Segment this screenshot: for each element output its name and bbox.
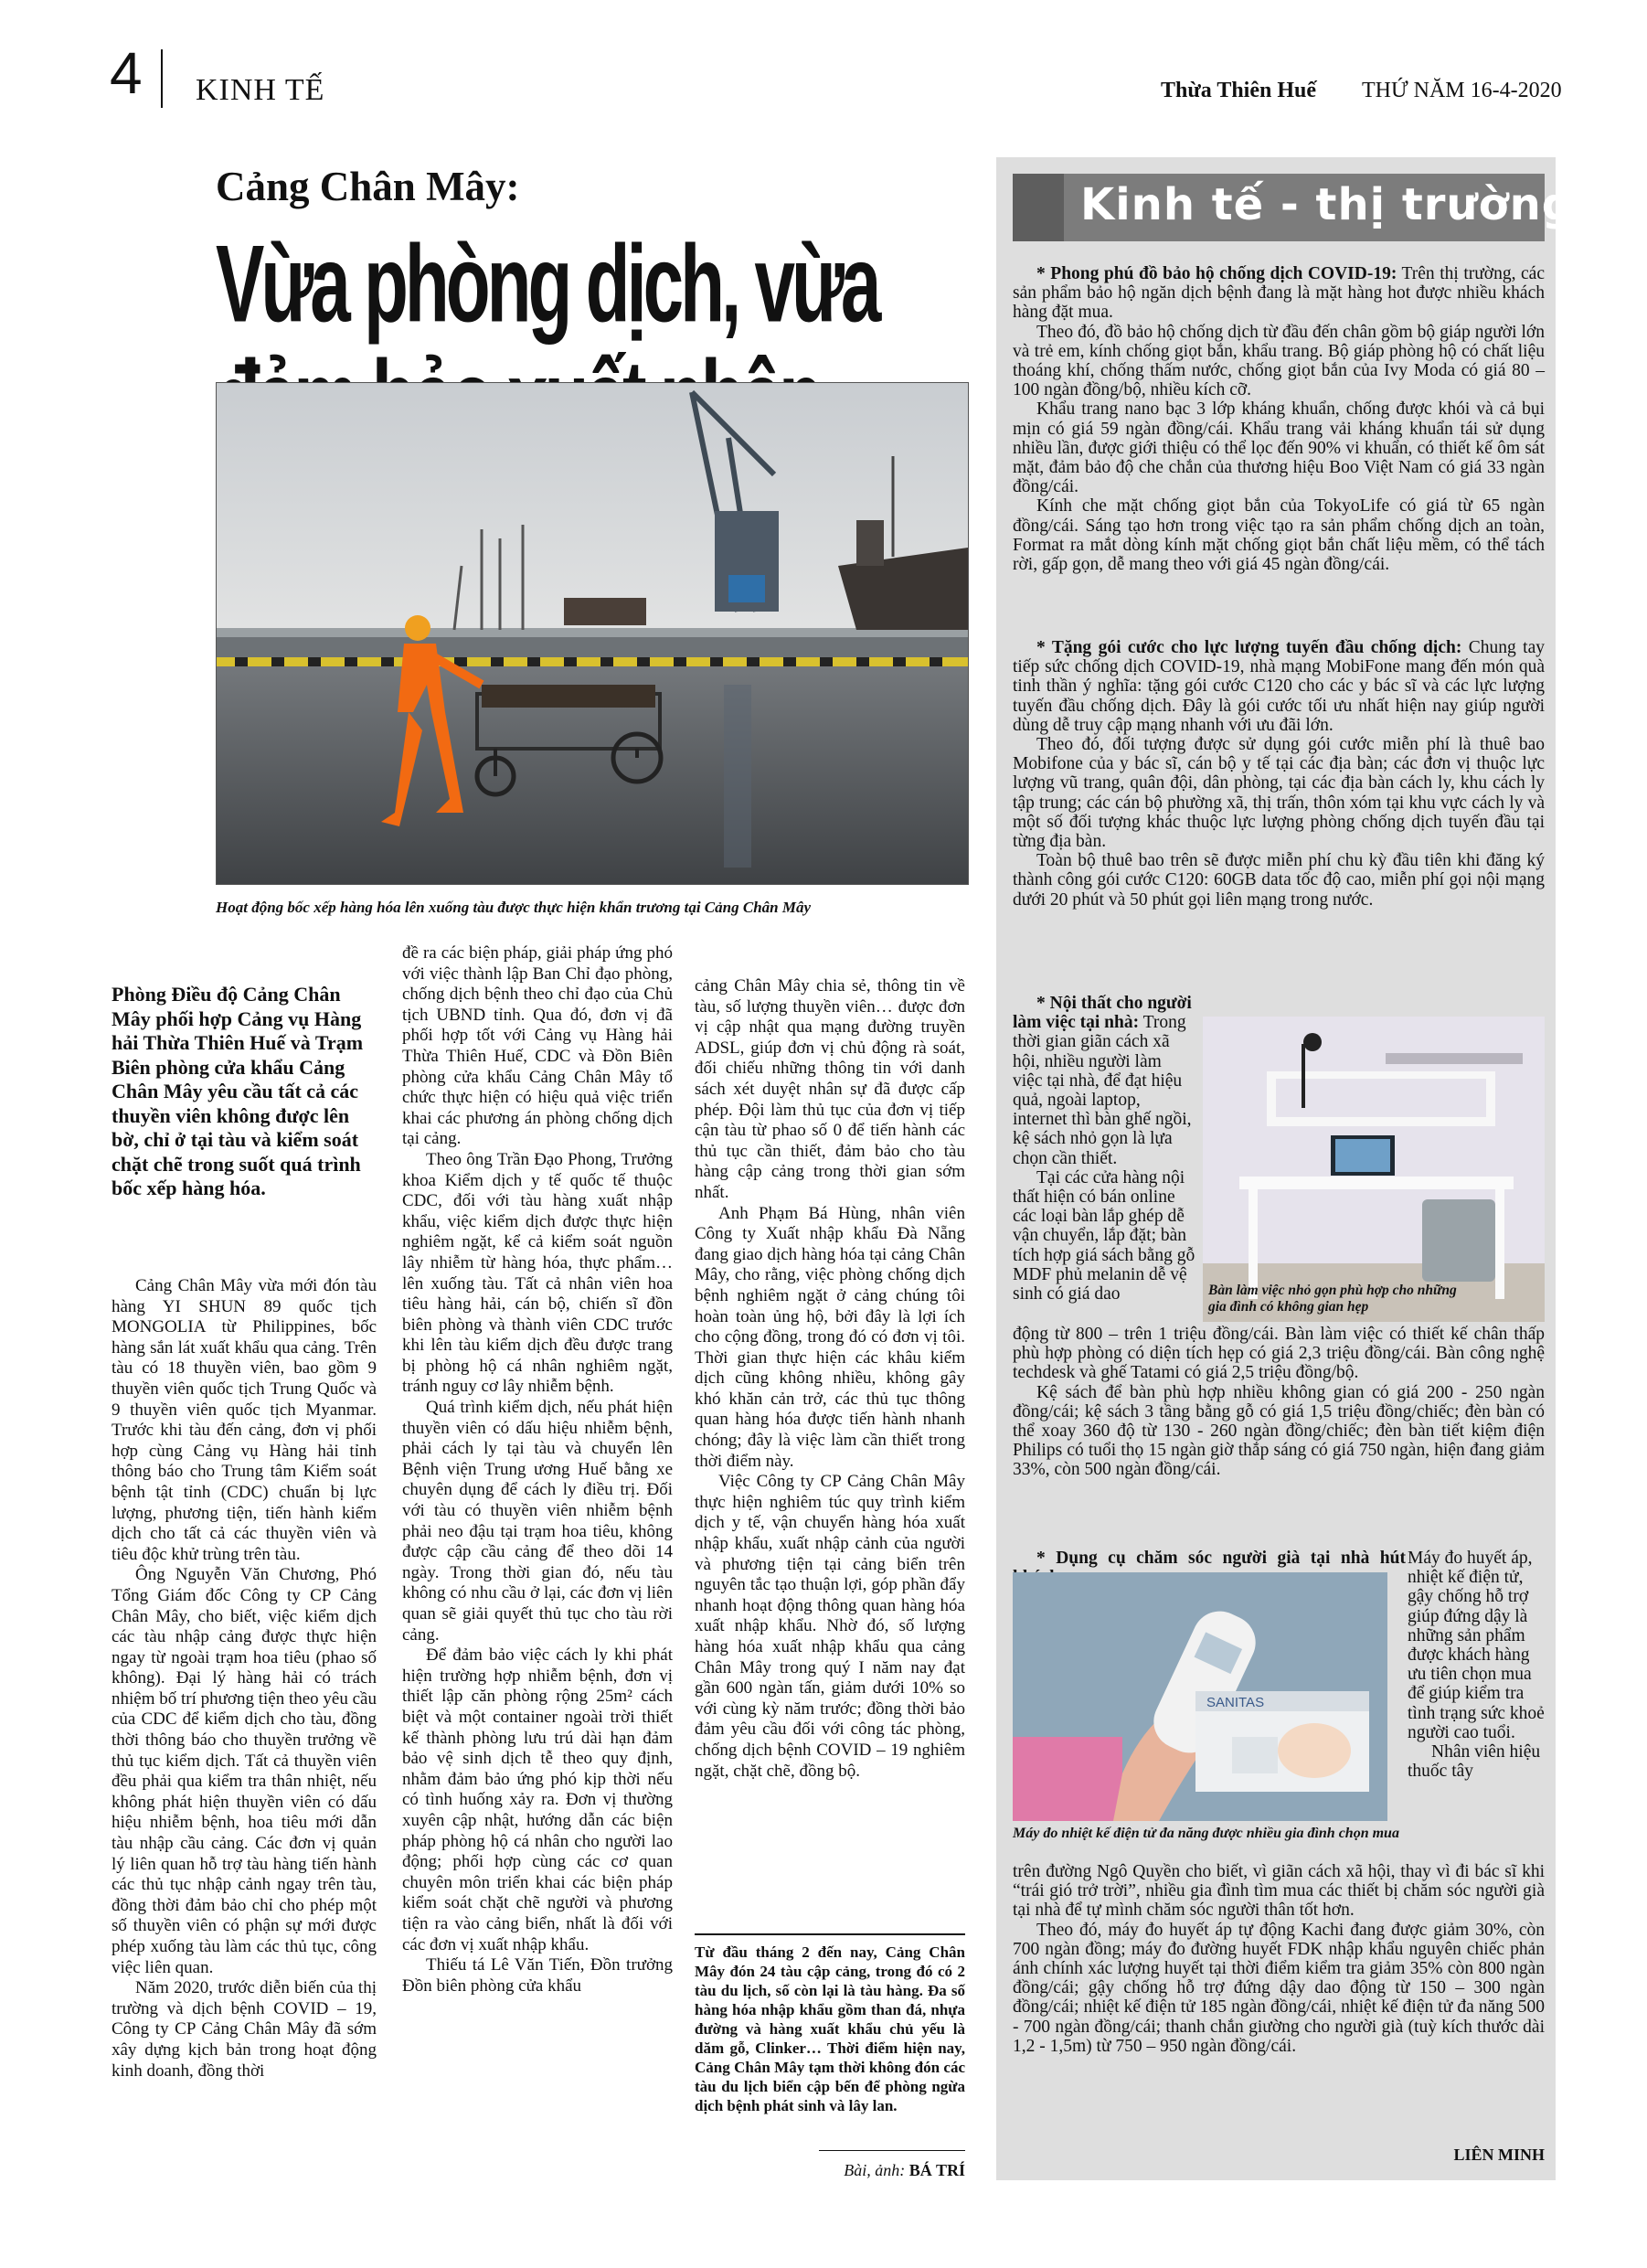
paragraph: Khẩu trang nano bạc 3 lớp kháng khuẩn, chống được khói và cả bụi mịn có giá 59 ngàn đồng/cái. Khẩu trang vải kháng khuẩn tái sử dụng nhiều lần, được giới thiệu có thể lọc đến 90% vi khuẩn, có thiết kế ôm sát mặt, đảm bảo độ che chắn của thương hiệu Boo Việt Nam có giá 33 ngàn đồng/cái.	[1013, 399, 1545, 497]
port-photo	[216, 382, 969, 885]
item-heading: * Nội thất cho người làm việc tại nhà:	[1013, 994, 1192, 1033]
paragraph: Quá trình kiểm dịch, nếu phát hiện thuyền viên có dấu hiệu nhiễm bệnh, phải cách ly tại tàu và chuyển lên Bệnh viện Trung ương Huế bằng xe chuyên dụng để cách ly điều trị. Đối với tàu có thuyền viên nhiễm bệnh phải neo đậu tại trạm hoa tiêu, không được cập cầu cảng để theo dõi 14 ngày. Trong thời gian đó, nếu tàu không có nhu cầu ở lại, các đơn vị liên quan sẽ giải quyết thủ tục cho tàu rời cảng.	[402, 1398, 673, 1645]
paragraph: Anh Phạm Bá Hùng, nhân viên Công ty Xuất nhập khẩu Đà Nẵng đang giao dịch hàng hóa tại cảng Chân Mây, cho rằng, việc phòng chống dịch bệnh nghiêm ngặt ở cảng chúng tôi hoàn toàn ủng hộ, bởi đây là lợi ích cho cộng đồng, trong đó có đơn vị tôi. Thời gian thực hiện các khâu kiểm dịch cũng không nhiều, không gây khó khăn cản trở, các thủ tục thông quan hàng hóa được tiến hành nhanh chóng; đây là việc làm cần thiết trong thời điểm này.	[695, 1203, 965, 1471]
section-name: KINH TẾ	[196, 73, 325, 107]
article-column-1	[112, 1276, 377, 2082]
paragraph: Thiếu tá Lê Văn Tiến, Đồn trưởng Đồn biên phòng cửa khẩu	[402, 1955, 673, 1996]
thermometer-photo	[1013, 1572, 1387, 1821]
byline-author: BÁ TRÍ	[909, 2161, 965, 2179]
article-column-3	[695, 976, 965, 1782]
thermometer-illustration	[1013, 1572, 1387, 1821]
desk-photo	[1203, 1017, 1545, 1322]
paragraph: trên đường Ngô Quyền cho biết, vì giãn cách xã hội, thay vì đi bác sĩ khi “trái gió trở trời”, nhiều gia đình tìm mua các thiết bị chăm sóc người già tại nhà để tự mình chăm sóc người thân tốt hơn.	[1013, 1862, 1545, 1921]
desk-photo-caption: Bàn làm việc nhỏ gọn phù hợp cho những gia đình có không gian hẹp	[1208, 1283, 1457, 1315]
item-text: Chung tay tiếp sức chống dịch COVID-19, nhà mạng MobiFone mang đến món quà tinh thần ý nghĩa: tặng gói cước C120 cho các y bác sĩ và các lực lượng tuyến đầu chống dịch. Đây là gói cước tối ưu nhất hiện nay giúp người dùng dễ truy cập mạng nhanh với ưu đãi lớn.	[1013, 638, 1545, 735]
paragraph: Theo đó, đối tượng được sử dụng gói cước miễn phí là thuê bao Mobifone của y bác sĩ, cán bộ y tế tại các địa bàn; các đơn vị thuộc lực lượng vũ trang, quân đội, dân phòng, tại các địa bàn cách ly, khu cách ly tập trung; các cán bộ phường xã, thị trấn, thôn xóm tại khu vực cách ly và một số đối tượng khác thuộc lực lượng phòng chống dịch tuyến đầu tại từng địa bàn.	[1013, 735, 1545, 852]
paragraph: cảng Chân Mây chia sẻ, thông tin về tàu, số lượng thuyền viên… được đơn vị cập nhật qua mạng đường truyền ADSL, giúp đơn vị chủ động rà soát, đối chiếu những thông tin với danh sách xét duyệt nhân sự đã được cấp phép. Đội làm thủ tục của đơn vị tiếp cận tàu từ phao số 0 để tiến hành các thủ tục cần thiết, đảm bảo cho tàu hàng cập cảng trong thời gian sớm nhất.	[695, 976, 965, 1202]
paragraph: Nhân viên hiệu thuốc tây	[1408, 1742, 1541, 1782]
item-heading: * Tặng gói cước cho lực lượng tuyến đầu chống dịch:	[1036, 638, 1462, 657]
item-heading: * Dụng cụ chăm sóc người già tại nhà hút	[1036, 1549, 1406, 1568]
sidebar-title: Kinh tế - thị trường	[1080, 179, 1575, 230]
paragraph: Ông Nguyễn Văn Chương, Phó Tổng Giám đốc Công ty CP Cảng Chân Mây, cho biết, việc kiểm dịch các tàu nhập cảng được thực hiện ngay từ ngoài trạm hoa tiêu (phao số không). Đại lý hàng hải có trách nhiệm bố trí phương tiện theo yêu cầu của CDC để kiểm dịch cho tàu, đồng thời thông báo cho thuyền trưởng về thủ tục kiểm dịch. Tất cả thuyền viên đều phải qua kiểm tra thân nhiệt, nếu không phát hiện thuyền viên có dấu hiệu nhiễm bệnh, hoa tiêu mới dẫn tàu nhập cầu cảng. Các đơn vị quản lý liên quan hỗ trợ tàu hàng tiến hành các thủ tục nhập cảnh ngay trên tàu, đồng thời đảm bảo chỉ cho phép một số thuyền viên có phận sự mới được phép xuống tàu làm các thủ tục, công việc liên quan.	[112, 1565, 377, 1977]
sidebar-item-mobile-package	[1013, 638, 1545, 910]
paragraph: Tại các cửa hàng nội thất hiện có bán online các loại bàn lắp ghép dễ vận chuyển, lắp đặt; bàn tích hợp giá sách bằng gỗ MDF phủ melanin dễ vệ sinh có giá dao	[1013, 1167, 1195, 1304]
header-divider	[161, 49, 163, 108]
newspaper-name: Thừa Thiên Huế	[1161, 79, 1317, 102]
byline-prefix: Bài, ảnh:	[844, 2161, 909, 2179]
paragraph: Theo đó, máy đo huyết áp tự động Kachi đang được giảm 30%, còn 700 ngàn đồng; máy đo đường huyết FDK nhập khẩu nguyên chiếc phản ánh chính xác lượng huyết tại thời điểm kiểm tra giảm 35% còn 800 ngàn đồng/cái; gậy chống hỗ trợ đứng dậy dao động từ 150 – 300 ngàn đồng/cái; nhiệt kế điện tử 185 ngàn đồng/cái, nhiệt kế điện tử đa năng 500 - 700 ngàn đồng/cái; thanh chắn giường cho người già (tuỳ kích thước dài 1,2 - 1,5m) từ 750 – 950 ngàn đồng/cái.	[1013, 1920, 1545, 2056]
item-text: Trong thời gian giãn cách xã hội, nhiều người làm việc tại nhà, để đạt hiệu quả, ngoài laptop, internet thì bàn ghế ngồi, kệ sách nhỏ gọn là lựa chọn cần thiết.	[1013, 1013, 1192, 1168]
paragraph: Toàn bộ thuê bao trên sẽ được miễn phí chu kỳ đầu tiên khi đăng ký thành công gói cước C120: 60GB data tốc độ cao, miễn phí gọi nội mạng dưới 20 phút và 50 phút gọi liên mạng trong nước.	[1013, 851, 1545, 910]
desk-illustration	[1203, 1017, 1545, 1322]
paragraph: Theo đó, đồ bảo hộ chống dịch từ đầu đến chân gồm bộ giáp người lớn và trẻ em, kính chống giọt bắn, khẩu trang. Bộ giáp phòng hộ có chất liệu thoáng khí, chống thấm nước, chống giọt bắn của Ivy Moda có giá 80 – 100 ngàn đồng/bộ, nhiều kích cỡ.	[1013, 322, 1545, 400]
sidebar-signature: LIÊN MINH	[1453, 2146, 1545, 2164]
highlight-box: Từ đầu tháng 2 đến nay, Cảng Chân Mây đón 24 tàu cập cảng, trong đó có 2 tàu du lịch, số còn lại là tàu hàng. Đa số hàng hóa nhập khẩu gồm than đá, nhựa đường và hàng xuất khẩu chủ yếu là dăm gỗ, Clinker… Thời điểm hiện nay, Cảng Chân Mây tạm thời không đón các tàu du lịch biển cập bến để phòng ngừa dịch bệnh phát sinh và lây lan.	[695, 1933, 965, 2115]
paragraph: Kính che mặt chống giọt bắn của TokyoLife có giá từ 65 ngàn đồng/cái. Sáng tạo hơn trong việc tạo ra sản phẩm chống dịch an toàn, Format ra mắt dòng kính mặt chống giọt bắn chất liệu mềm, có thể tách rời, gấp gọn, dễ mang theo với giá 45 ngàn đồng/cái.	[1013, 496, 1545, 575]
sidebar-item-home-furniture-cont	[1013, 1325, 1545, 1480]
item-heading: * Phong phú đồ bảo hộ chống dịch COVID-19:	[1036, 264, 1397, 283]
port-scene-illustration	[217, 383, 968, 884]
item-text: Trên thị trường, các sản phẩm bảo hộ ngăn dịch bệnh đang là mặt hàng hot được nhiều khách hàng đặt mua.	[1013, 264, 1545, 323]
byline	[695, 2161, 965, 2180]
page-number: 4	[110, 40, 143, 106]
paragraph: Năm 2020, trước diễn biến của thị trường và dịch bệnh COVID – 19, Công ty CP Cảng Chân Mây đã sớm xây dựng kịch bản trong hoạt động kinh doanh, đồng thời	[112, 1978, 377, 2081]
article-kicker: Cảng Chân Mây:	[216, 164, 520, 209]
byline-divider	[819, 2150, 965, 2151]
article-lead: Phòng Điều độ Cảng Chân Mây phối hợp Cảng vụ Hàng hải Thừa Thiên Huế và Trạm Biên phòng cửa khẩu Cảng Chân Mây yêu cầu tất cả các thuyền viên không được lên bờ, chỉ ở tại tàu và kiểm soát chặt chẽ trong suốt quá trình bốc xếp hàng hóa.	[112, 983, 364, 1199]
issue-date: THỨ NĂM 16-4-2020	[1362, 79, 1562, 102]
paragraph: Cảng Chân Mây vừa mới đón tàu hàng YI SHUN 89 quốc tịch MONGOLIA từ Philippines, bốc hàng sắn lát xuất khẩu qua cảng. Trên tàu có 18 thuyền viên, bao gồm 9 thuyền viên quốc tịch Trung Quốc và 9 thuyền viên quốc tịch Myanmar. Trước khi tàu đến cảng, đơn vị phối hợp cùng Cảng vụ Hàng hải tỉnh thông báo cho Trung tâm Kiểm soát bệnh tật tỉnh (CDC) chuẩn bị lực lượng, phương tiện, tiến hành kiểm dịch cho tất cả các thuyền viên và tiêu độc khử trùng trên tàu.	[112, 1276, 377, 1564]
item-text: Máy đo huyết áp, nhiệt kế điện tử, gậy chống hỗ trợ giúp đứng dậy là những sản phẩm được khách hàng ưu tiên chọn mua để giúp kiểm tra tình trạng sức khoẻ người cao tuổi.	[1408, 1549, 1545, 1742]
article-headline: Vừa phòng dịch, vừa	[216, 222, 878, 345]
paragraph: Việc Công ty CP Cảng Chân Mây thực hiện nghiêm túc quy trình kiểm dịch y tế, vận chuyển hàng hóa xuất nhập khẩu, xuất nhập cảnh của người và phương tiện tại cảng biển trên nguyên tắc tạo thuận lợi, góp phần đẩy nhanh hoạt động thông quan hàng hóa xuất nhập khẩu. Nhờ đó, số lượng hàng hóa xuất nhập khẩu qua cảng Chân Mây trong quý I năm nay đạt gần 600 ngàn tấn, giảm dưới 10% so với cùng kỳ năm trước; đồng thời bảo đảm yêu cầu đối với công tác phòng, chống dịch bệnh COVID – 19 nghiêm ngặt, chặt chẽ, đồng bộ.	[695, 1472, 965, 1781]
sidebar-item-home-furniture	[1013, 994, 1195, 1304]
sidebar-item-elder-care-text	[1408, 1549, 1545, 1781]
paragraph: động từ 800 – trên 1 triệu đồng/cái. Bàn làm việc có thiết kế chân thấp phù hợp phòng có diện tích hẹp có giá 2,3 triệu đồng/cái. Bàn công nghệ techdesk và ghế Tatami có giá 2,5 triệu đồng/bộ.	[1013, 1325, 1545, 1383]
sidebar-item-protective-gear	[1013, 264, 1545, 574]
article-column-2	[402, 943, 673, 1996]
paragraph: Kệ sách để bàn phù hợp nhiều không gian có giá 200 - 250 ngàn đồng/cái; kệ sách 3 tầng bằng gỗ có giá 1,5 triệu đồng/chiếc; đèn bàn có thể xoay 360 độ từ 130 - 260 ngàn đồng/chiếc; đèn bàn tiết kiệm điện Philips có tuổi thọ 15 ngàn giờ thắp sáng có giá 750 ngàn, hiện đang giảm 33%, còn 500 ngàn đồng/cái.	[1013, 1382, 1545, 1480]
sidebar-item-elder-care-cont	[1013, 1862, 1545, 2056]
paragraph: Theo ông Trần Đạo Phong, Trưởng khoa Kiểm dịch y tế quốc tế thuộc CDC, đối với tàu hàng xuất nhập khẩu, việc kiểm dịch được thực hiện nghiêm ngặt, kể cả kiểm soát nguồn lây nhiễm từ hàng hóa, thực phẩm… lên xuống tàu. Tất cả nhân viên hoa tiêu hàng hải, cán bộ, chiến sĩ đồn biên phòng và thành viên CDC trước khi lên tàu kiểm dịch đều được trang bị phòng hộ cá nhân nghiêm ngặt, tránh nguy cơ lây nhiễm bệnh.	[402, 1149, 673, 1397]
photo-caption: Hoạt động bốc xếp hàng hóa lên xuống tàu được thực hiện khẩn trương tại Cảng Chân Mây	[216, 899, 812, 916]
paragraph: đề ra các biện pháp, giải pháp ứng phó với việc thành lập Ban Chỉ đạo phòng, chống dịch bệnh theo chỉ đạo của Chủ tịch UBND tỉnh. Qua đó, đơn vị đã phối hợp tốt với Cảng vụ Hàng hải Thừa Thiên Huế, CDC và Đồn Biên phòng cửa khẩu Cảng Chân Mây tổ chức thực hiện có hiệu quả việc triển khai các phương án phòng chống dịch tại cảng.	[402, 943, 673, 1149]
paragraph: Để đảm bảo việc cách ly khi phát hiện trường hợp nhiễm bệnh, đơn vị thiết lập căn phòng rộng 25m² cách biệt và một container ngoài trời thiết kế thành phòng lưu trú dài hạn đảm bảo vệ sinh dịch tễ theo quy định, nhằm đảm bảo ứng phó kịp thời nếu có tình huống xảy ra. Đơn vị thường xuyên cập nhật, hướng dẫn các biện pháp phòng hộ cá nhân cho người lao động; phối hợp cùng các cơ quan chuyên môn triển khai các biện pháp kiểm soát chặt chẽ người và phương tiện ra vào cảng biển, nhất là đối với các đơn vị xuất nhập khẩu.	[402, 1645, 673, 1954]
thermometer-brand: SANITAS	[1206, 1695, 1265, 1710]
thermometer-photo-caption: Máy đo nhiệt kế điện tử đa năng được nhiều gia đình chọn mua	[1013, 1826, 1399, 1841]
